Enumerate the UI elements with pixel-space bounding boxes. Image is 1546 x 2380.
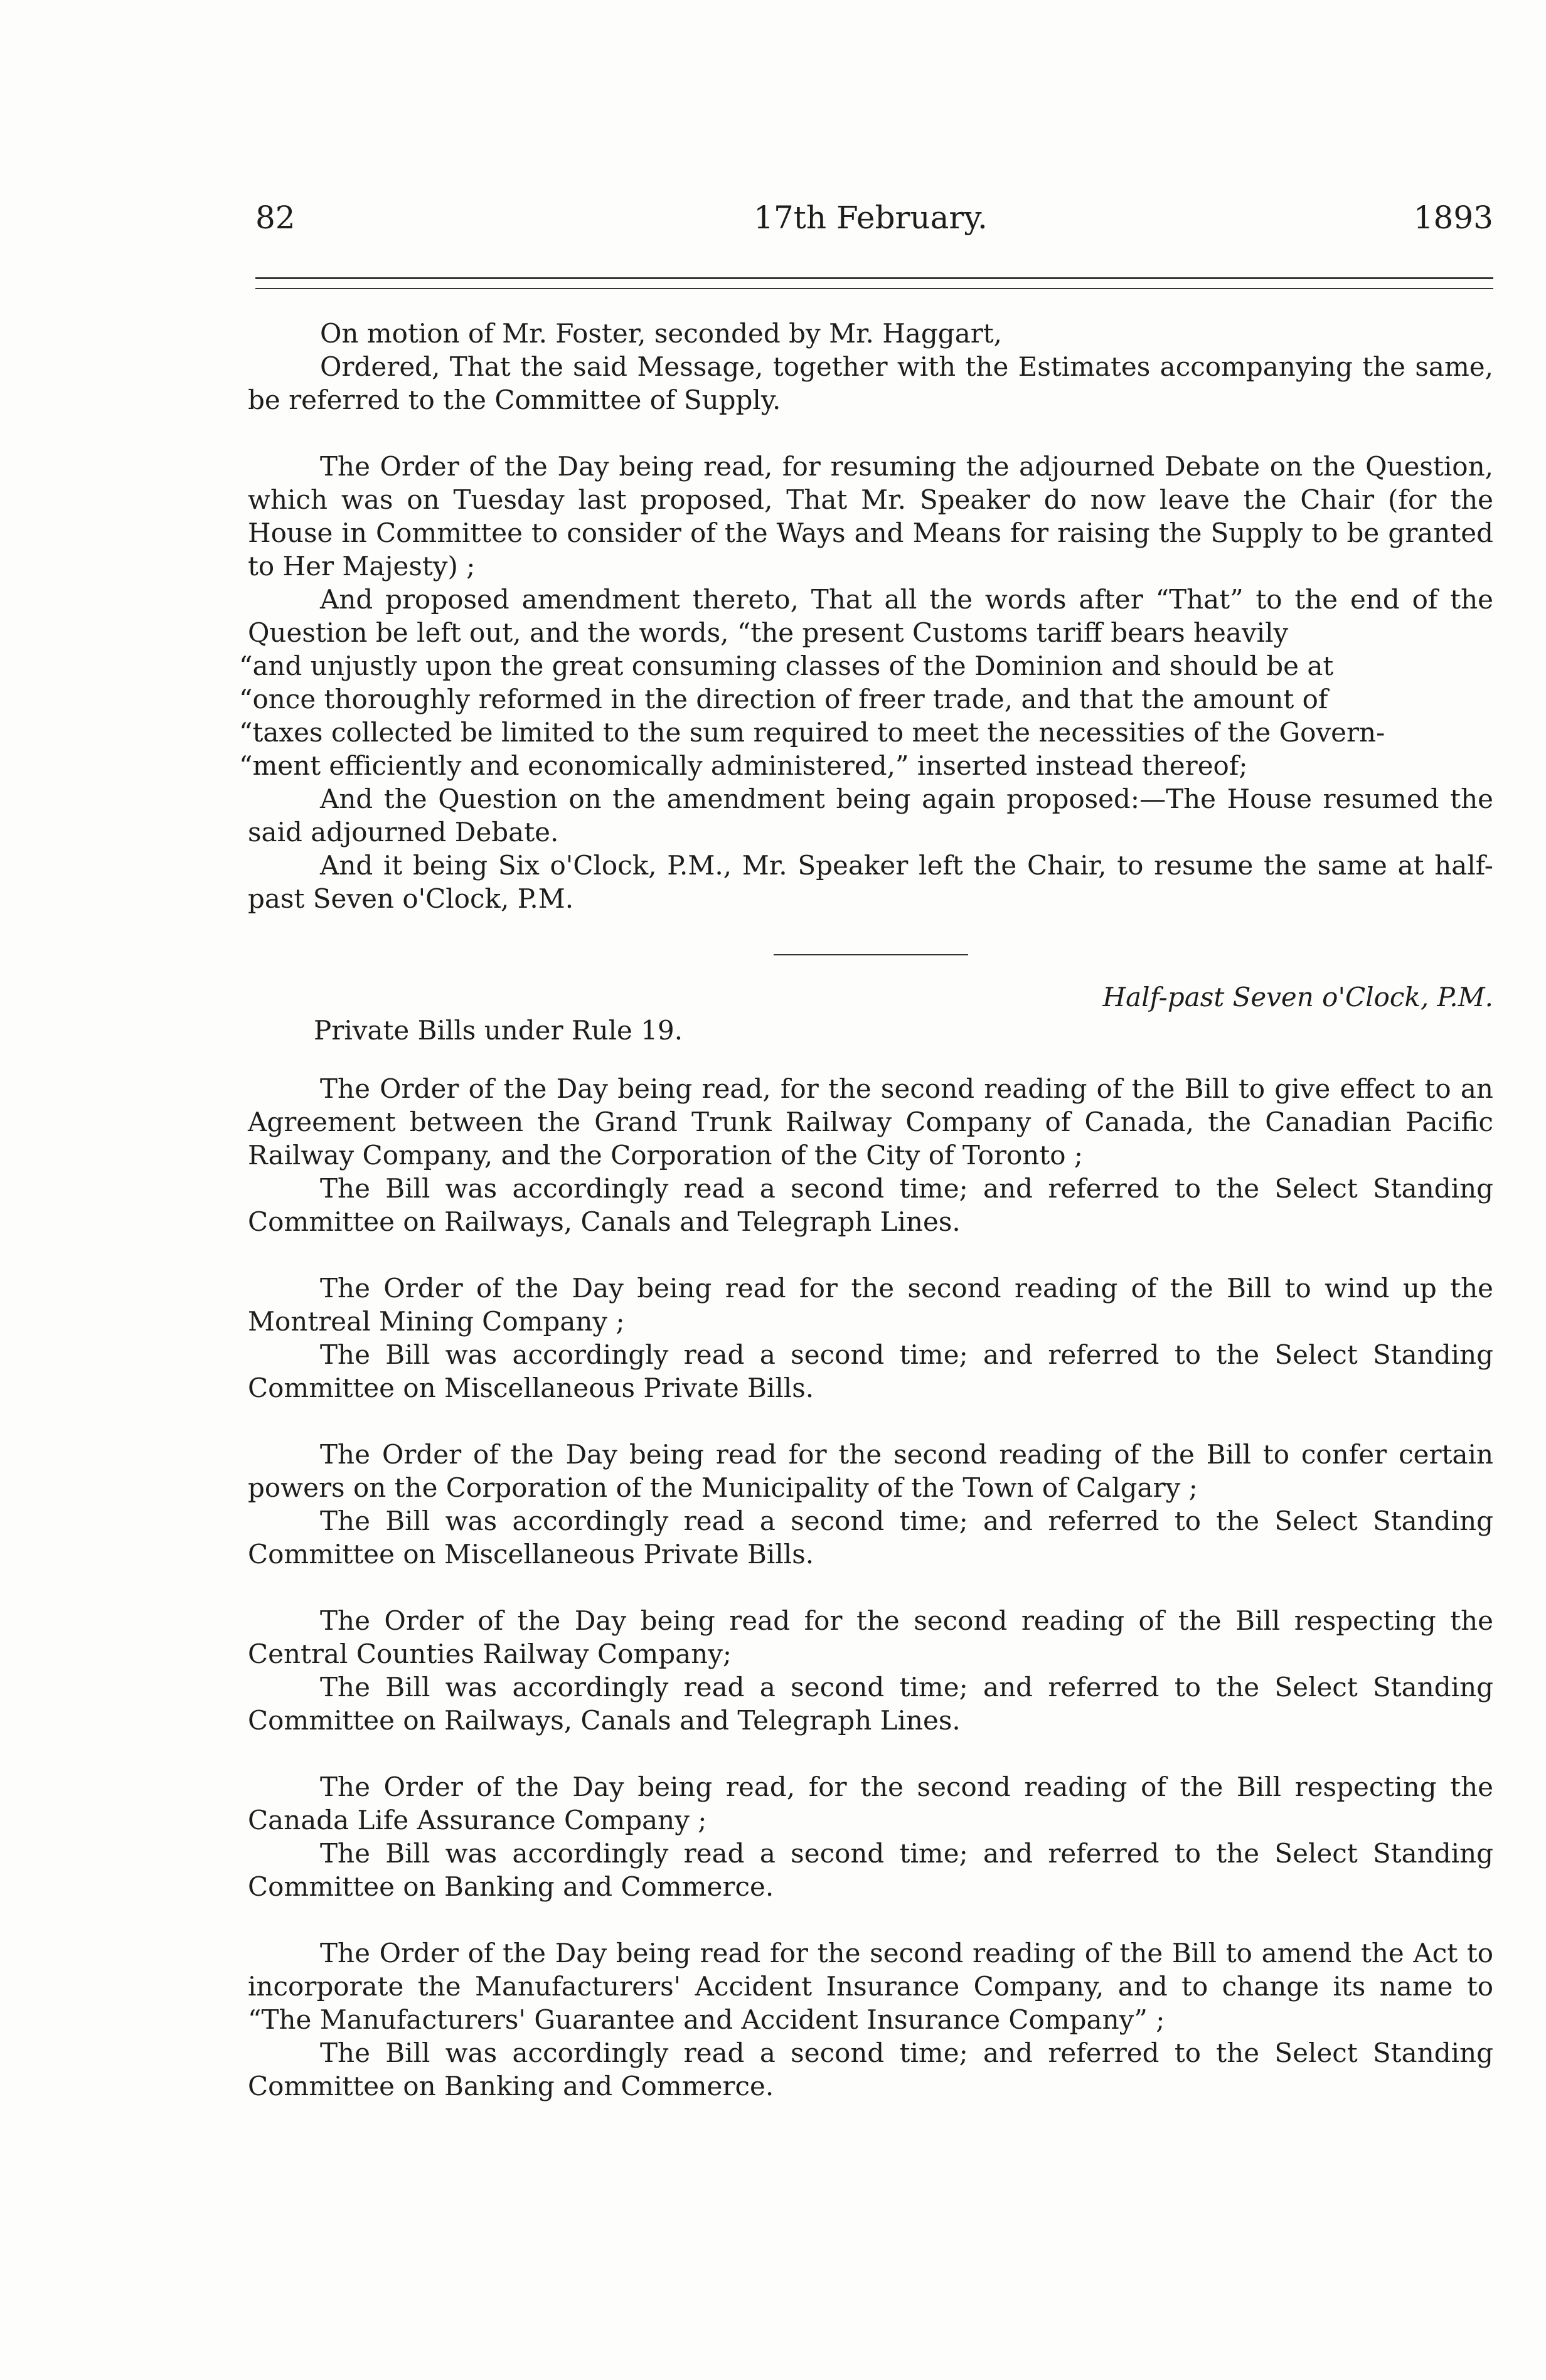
amendment-quote-line: “once thoroughly reformed in the direction of freer trade, and that the amount of — [239, 684, 1328, 715]
bill-result-paragraph: The Bill was accordingly read a second time; and referred to the Select Standing Committee on Banking and Commerce. — [248, 1838, 1493, 1902]
amendment-quote-line: “ment efficiently and economically administered,” inserted instead thereof; — [239, 750, 1248, 781]
motion-line: On motion of Mr. Foster, seconded by Mr. Haggart, — [320, 318, 1003, 349]
time-heading: Half-past Seven o'Clock, P.M. — [1102, 982, 1493, 1012]
header-year: 1893 — [1413, 199, 1493, 236]
bill-result-paragraph: The Bill was accordingly read a second time; and referred to the Select Standing Committee on Railways, Canals and Telegraph Lines. — [248, 1672, 1493, 1736]
bill-result-paragraph: The Bill was accordingly read a second time; and referred to the Select Standing Committee on Railways, Canals and Telegraph Lines. — [248, 1173, 1493, 1237]
spacer — [248, 417, 1493, 450]
spacer — [248, 1903, 1493, 1936]
bill-order-paragraph: The Order of the Day being read for the second reading of the Bill respecting the Central Counties Railway Company; — [248, 1605, 1493, 1669]
question-paragraph: And the Question on the amendment being again proposed:—The House resumed the said adjourned Debate. — [248, 784, 1493, 847]
page-number: 82 — [255, 199, 296, 236]
bill-order-paragraph: The Order of the Day being read for the second reading of the Bill to confer certain powers on the Corporation of the Municipality of the Town of Calgary ; — [248, 1439, 1493, 1503]
bill-result-paragraph: The Bill was accordingly read a second time; and referred to the Select Standing Committee on Banking and Commerce. — [248, 2037, 1493, 2101]
spacer — [248, 1238, 1493, 1272]
header-date: 17th February. — [754, 199, 988, 236]
bill-order-paragraph: The Order of the Day being read for the second reading of the Bill to wind up the Montreal Mining Company ; — [248, 1273, 1493, 1337]
spacer — [248, 1405, 1493, 1438]
spacer — [248, 1571, 1493, 1604]
bill-order-paragraph: The Order of the Day being read for the second reading of the Bill to amend the Act to incorporate the Manufacturers' Accident Insurance Company, and to change its name to “The Manufacturers' Guarantee and Accident Insurance Company” ; — [248, 1938, 1493, 2035]
order-of-day-paragraph: The Order of the Day being read, for resuming the adjourned Debate on the Question, which was on Tuesday last proposed, That Mr. Speaker do now leave the Chair (for the House in Committee to consider of the Ways and Means for raising the Supply to be granted to Her Majesty) ; — [248, 451, 1493, 582]
section-heading: Private Bills under Rule 19. — [314, 1015, 683, 1046]
bill-order-paragraph: The Order of the Day being read, for the second reading of the Bill to give effect to an Agreement between the Grand Trunk Railway Company of Canada, the Canadian Pacific Railway Company, and the Corporation of the City of Toronto ; — [248, 1073, 1493, 1171]
bill-result-paragraph: The Bill was accordingly read a second time; and referred to the Select Standing Committee on Miscellaneous Private Bills. — [248, 1339, 1493, 1403]
amendment-paragraph: And proposed amendment thereto, That all the words after “That” to the end of the Question be left out, and the words, “the present Customs tariff bears heavily — [248, 584, 1493, 648]
amendment-quote-line: “taxes collected be limited to the sum required to meet the necessities of the Govern- — [239, 717, 1385, 748]
page-header — [248, 199, 1493, 237]
header-rule — [255, 277, 1493, 289]
bill-order-paragraph: The Order of the Day being read, for the second reading of the Bill respecting the Canada Life Assurance Company ; — [248, 1772, 1493, 1835]
spacer — [248, 1737, 1493, 1770]
section-divider — [774, 954, 968, 955]
adjournment-paragraph: And it being Six o'Clock, P.M., Mr. Speaker left the Chair, to resume the same at half-past Seven o'Clock, P.M. — [248, 850, 1493, 914]
spacer — [248, 1047, 1493, 1072]
bill-result-paragraph: The Bill was accordingly read a second time; and referred to the Select Standing Committee on Miscellaneous Private Bills. — [248, 1506, 1493, 1570]
ordered-paragraph: Ordered, That the said Message, together with the Estimates accompanying the same, be referred to the Committee of Supply. — [248, 351, 1493, 415]
page-body — [239, 317, 1493, 2103]
amendment-quote-line: “and unjustly upon the great consuming classes of the Dominion and should be at — [239, 651, 1334, 681]
